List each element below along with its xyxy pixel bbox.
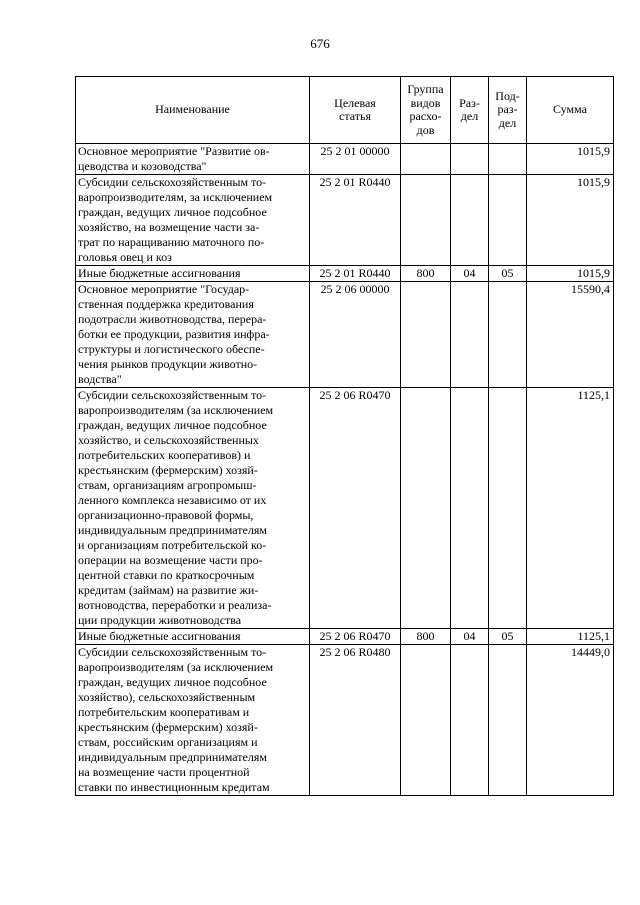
row-name-line: хозяйство), сельскохозяйственным — [78, 690, 256, 704]
row-name-line: хозяйство, на возмещение части за- — [78, 220, 260, 234]
row-name-line: граждан, ведущих личное подсобное — [78, 418, 267, 432]
row-sum: 1015,9 — [527, 175, 614, 266]
row-name-line: индивидуальным предпринимателям — [78, 523, 267, 537]
row-name-line: граждан, ведущих личное подсобное — [78, 205, 267, 219]
row-name-line: водства" — [78, 372, 122, 386]
row-name — [76, 175, 310, 266]
row-name — [76, 388, 310, 629]
row-subsection — [489, 645, 527, 796]
row-name-line: цеводства и козоводства" — [78, 159, 207, 173]
row-section — [451, 282, 489, 388]
row-name-line: чения рынков продукции животно- — [78, 357, 258, 371]
row-name-line: ствам, организациям агропромыш- — [78, 478, 257, 492]
row-name-line: варопроизводителям (за исключением — [78, 403, 274, 417]
table-row — [76, 144, 614, 175]
row-sum: 1125,1 — [527, 629, 614, 645]
row-name-line: потребительских кооперативов) и — [78, 448, 251, 462]
row-name — [76, 282, 310, 388]
row-group: 800 — [401, 266, 451, 282]
row-name-line: структуры и логистического обеспе- — [78, 342, 265, 356]
row-article: 25 2 01 R0440 — [310, 175, 401, 266]
row-article: 25 2 06 R0470 — [310, 388, 401, 629]
row-subsection — [489, 175, 527, 266]
table-header-row — [76, 77, 614, 144]
row-name-line: потребительским кооперативам и — [78, 705, 250, 719]
table-row — [76, 282, 614, 388]
header-sum: Сумма — [527, 77, 614, 144]
row-name-line: Основное мероприятие "Развитие ов- — [78, 144, 270, 158]
row-name-line: Основное мероприятие "Государ- — [78, 282, 250, 296]
row-subsection — [489, 144, 527, 175]
row-section — [451, 645, 489, 796]
row-name-line: варопроизводителям (за исключением — [78, 660, 274, 674]
header-subsection: Под- раз- дел — [489, 77, 527, 144]
row-name-line: операции на возмещение части про- — [78, 553, 263, 567]
row-sum: 1015,9 — [527, 266, 614, 282]
table-row — [76, 629, 614, 645]
row-sum: 1015,9 — [527, 144, 614, 175]
row-article: 25 2 01 00000 — [310, 144, 401, 175]
row-name — [76, 144, 310, 175]
header-name: Наименование — [76, 77, 310, 144]
row-name-line: ботки ее продукции, развития инфра- — [78, 327, 270, 341]
row-section — [451, 388, 489, 629]
row-name-line: крестьянским (фермерским) хозяй- — [78, 463, 258, 477]
row-name — [76, 645, 310, 796]
row-section — [451, 144, 489, 175]
row-group — [401, 388, 451, 629]
row-article: 25 2 01 R0440 — [310, 266, 401, 282]
header-article: Целевая статья — [310, 77, 401, 144]
row-sum: 1125,1 — [527, 388, 614, 629]
row-name-line: кредитам (займам) на развитие жи- — [78, 583, 259, 597]
table-body — [76, 144, 614, 796]
row-name-line: ствам, российским организациям и — [78, 735, 258, 749]
row-section — [451, 175, 489, 266]
table-row — [76, 645, 614, 796]
row-name-line: ственная поддержка кредитования — [78, 297, 254, 311]
row-name-line: крестьянским (фермерским) хозяй- — [78, 720, 258, 734]
row-name — [76, 629, 310, 645]
row-name-line: варопроизводителям, за исключением — [78, 190, 273, 204]
row-name-line: Субсидии сельскохозяйственным то- — [78, 175, 267, 189]
row-name-line: Субсидии сельскохозяйственным то- — [78, 388, 267, 402]
header-section: Раз- дел — [451, 77, 489, 144]
table-row — [76, 266, 614, 282]
row-name-line: Субсидии сельскохозяйственным то- — [78, 645, 267, 659]
row-section: 04 — [451, 266, 489, 282]
row-article: 25 2 06 R0480 — [310, 645, 401, 796]
row-name-line: хозяйство, и сельскохозяйственных — [78, 433, 259, 447]
row-name-line: подотрасли животноводства, перера- — [78, 312, 267, 326]
row-name-line: Иные бюджетные ассигнования — [78, 266, 241, 280]
row-subsection — [489, 388, 527, 629]
row-name-line: центной ставки по краткосрочным — [78, 568, 255, 582]
row-sum: 15590,4 — [527, 282, 614, 388]
row-name-line: ленного комплекса независимо от их — [78, 493, 267, 507]
row-subsection: 05 — [489, 629, 527, 645]
header-group: Группа видов расхо- дов — [401, 77, 451, 144]
row-group — [401, 645, 451, 796]
row-article: 25 2 06 R0470 — [310, 629, 401, 645]
row-name-line: ставки по инвестиционным кредитам — [78, 780, 270, 794]
row-name-line: трат по наращиванию маточного по- — [78, 235, 265, 249]
row-group: 800 — [401, 629, 451, 645]
row-name — [76, 266, 310, 282]
budget-table — [75, 76, 614, 796]
row-name-line: вотноводства, переработки и реализа- — [78, 598, 272, 612]
row-group — [401, 144, 451, 175]
table-row — [76, 388, 614, 629]
row-article: 25 2 06 00000 — [310, 282, 401, 388]
table-row — [76, 175, 614, 266]
row-name-line: ции продукции животноводства — [78, 613, 242, 627]
row-name-line: граждан, ведущих личное подсобное — [78, 675, 267, 689]
page-number: 676 — [310, 36, 330, 51]
row-name-line: и организациям потребительской ко- — [78, 538, 267, 552]
row-group — [401, 175, 451, 266]
row-name-line: на возмещение части процентной — [78, 765, 250, 779]
row-name-line: Иные бюджетные ассигнования — [78, 629, 241, 643]
row-group — [401, 282, 451, 388]
row-section: 04 — [451, 629, 489, 645]
row-subsection — [489, 282, 527, 388]
row-sum: 14449,0 — [527, 645, 614, 796]
row-name-line: головья овец и коз — [78, 250, 172, 264]
row-subsection: 05 — [489, 266, 527, 282]
row-name-line: организационно-правовой формы, — [78, 508, 254, 522]
row-name-line: индивидуальным предпринимателям — [78, 750, 267, 764]
